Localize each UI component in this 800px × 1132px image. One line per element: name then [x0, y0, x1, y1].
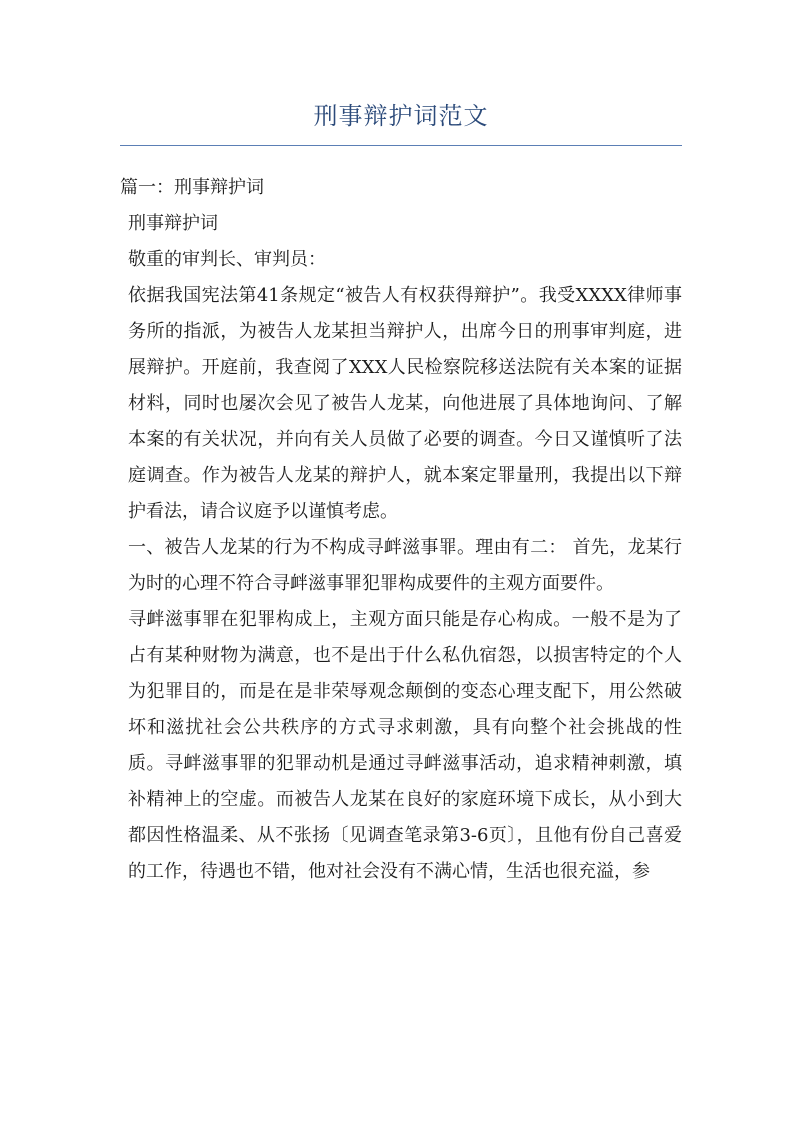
section-heading: 篇一：刑事辩护词: [120, 177, 264, 198]
title-divider: [120, 145, 682, 146]
paragraph-intro: 依据我国宪法第41条规定“被告人有权获得辩护”。我受XXXX律师事务所的指派，为被告人龙某担当辩护人，出席今日的刑事审判庭，进展辩护。开庭前，我查阅了XXX人民检察院移送法院有关本案的证据材料，同时也屡次会见了被告人龙某，向他进展了具体地询问、了解本案的有关状况，并向有关人员做了必要的调查。今日又谨慎听了法庭调查。作为被告人龙某的辩护人，就本案定罪量刑，我提出以下辩护看法，请合议庭予以谨慎考虑。: [128, 285, 682, 522]
document-body: [120, 170, 682, 890]
subheading: 刑事辩护词: [128, 213, 218, 234]
salutation: 敬重的审判长、审判员：: [128, 249, 326, 270]
paragraph-point-one: 一、被告人龙某的行为不构成寻衅滋事罪。理由有二： 首先，龙某行为时的心理不符合寻衅滋事罪犯罪构成要件的主观方面要件。: [128, 537, 682, 594]
document-title: 刑事辩护词范文: [313, 102, 489, 130]
paragraph-analysis: 寻衅滋事罪在犯罪构成上，主观方面只能是存心构成。一般不是为了占有某种财物为满意，也不是出于什么私仇宿怨，以损害特定的个人为犯罪目的，而是在是非荣辱观念颠倒的变态心理支配下，用公然破坏和滋扰社会公共秩序的方式寻求刺激，具有向整个社会挑战的性质。寻衅滋事罪的犯罪动机是通过寻衅滋事活动，追求精神刺激，填补精神上的空虚。而被告人龙某在良好的家庭环境下成长，从小到大都因性格温柔、从不张扬〔见调查笔录第3-6页〕，且他有份自己喜爱的工作，待遇也不错，他对社会没有不满心情，生活也很充溢，参: [128, 609, 682, 882]
